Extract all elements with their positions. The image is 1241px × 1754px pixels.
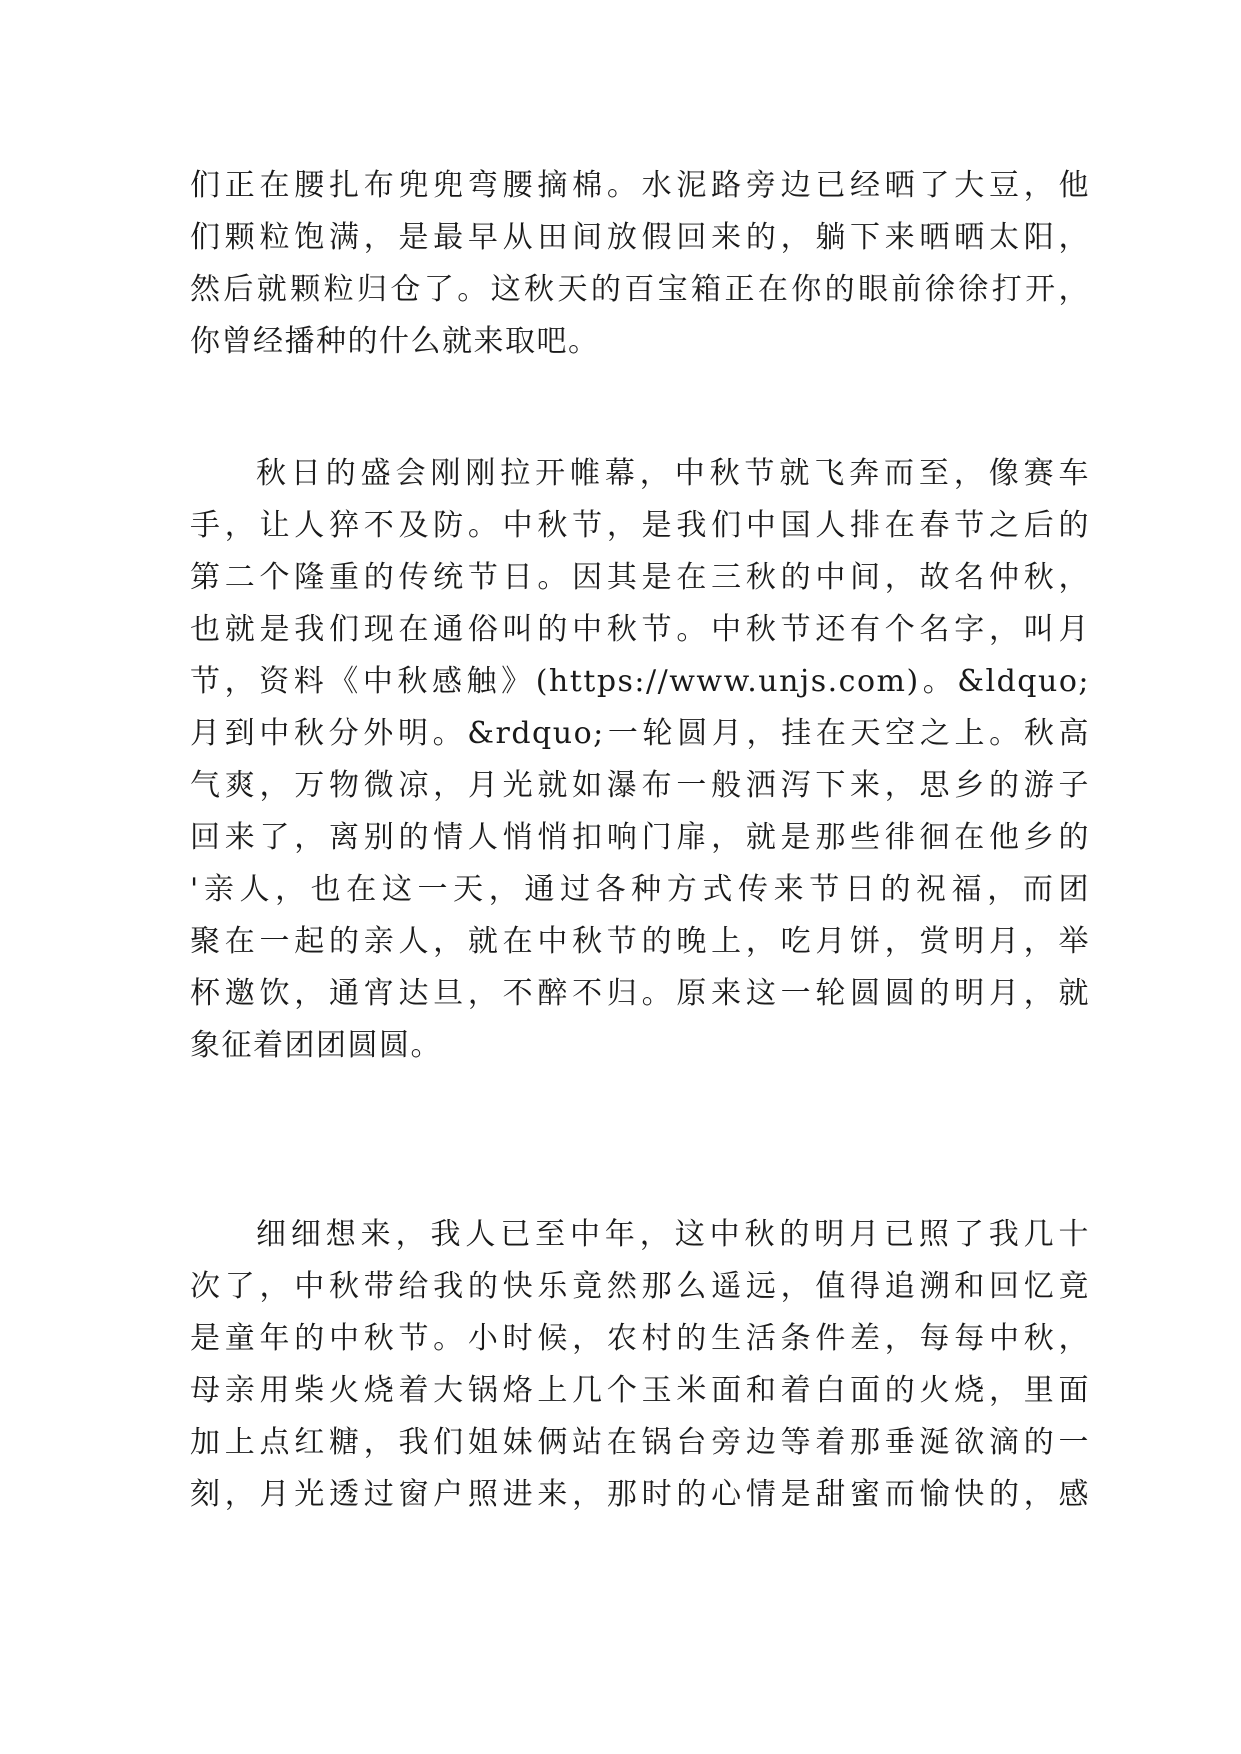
text-line: 加上点红糖，我们姐妹俩站在锅台旁边等着那垂涎欲滴的一 — [190, 1425, 1090, 1460]
text-line: 然后就颗粒归仓了。这秋天的百宝箱正在你的眼前徐徐打开， — [190, 272, 1090, 307]
text-line: 回来了，离别的情人悄悄扣响门扉，就是那些徘徊在他乡的 — [190, 820, 1090, 855]
text-line: 气爽，万物微凉，月光就如瀑布一般洒泻下来，思乡的游子 — [190, 768, 1090, 803]
text-line: 也就是我们现在通俗叫的中秋节。中秋节还有个名字，叫月 — [190, 612, 1090, 647]
text-line: '亲人，也在这一天，通过各种方式传来节日的祝福，而团 — [190, 872, 1090, 907]
text-line: 是童年的中秋节。小时候，农村的生活条件差，每每中秋， — [190, 1321, 1090, 1356]
text-line: 次了，中秋带给我的快乐竟然那么遥远，值得追溯和回忆竟 — [190, 1269, 1090, 1304]
text-line: 杯邀饮，通宵达旦，不醉不归。原来这一轮圆圆的明月，就 — [190, 976, 1090, 1011]
text-line: 母亲用柴火烧着大锅烙上几个玉米面和着白面的火烧，里面 — [190, 1373, 1090, 1408]
paragraph-1 — [190, 160, 1090, 368]
text-line: 聚在一起的亲人，就在中秋节的晚上，吃月饼，赏明月，举 — [190, 924, 1090, 959]
text-line: 细细想来，我人已至中年，这中秋的明月已照了我几十 — [256, 1217, 1090, 1252]
paragraph-3 — [190, 1209, 1090, 1521]
paragraph-2 — [190, 448, 1090, 1072]
text-line: 第二个隆重的传统节日。因其是在三秋的中间，故名仲秋， — [190, 560, 1090, 595]
text-line: 节，资料《中秋感触》(https://www.unjs.com)。&ldquo; — [190, 664, 1090, 699]
text-line: 象征着团团圆圆。 — [190, 1028, 442, 1063]
text-line: 们颗粒饱满，是最早从田间放假回来的，躺下来晒晒太阳， — [190, 220, 1090, 255]
text-line: 手，让人猝不及防。中秋节，是我们中国人排在春节之后的 — [190, 508, 1090, 543]
text-line: 你曾经播种的什么就来取吧。 — [190, 324, 600, 359]
text-line: 们正在腰扎布兜兜弯腰摘棉。水泥路旁边已经晒了大豆，他 — [190, 168, 1090, 203]
text-line: 刻，月光透过窗户照进来，那时的心情是甜蜜而愉快的，感 — [190, 1477, 1090, 1512]
text-line: 秋日的盛会刚刚拉开帷幕，中秋节就飞奔而至，像赛车 — [256, 456, 1090, 491]
text-line: 月到中秋分外明。&rdquo;一轮圆月，挂在天空之上。秋高 — [190, 716, 1090, 751]
